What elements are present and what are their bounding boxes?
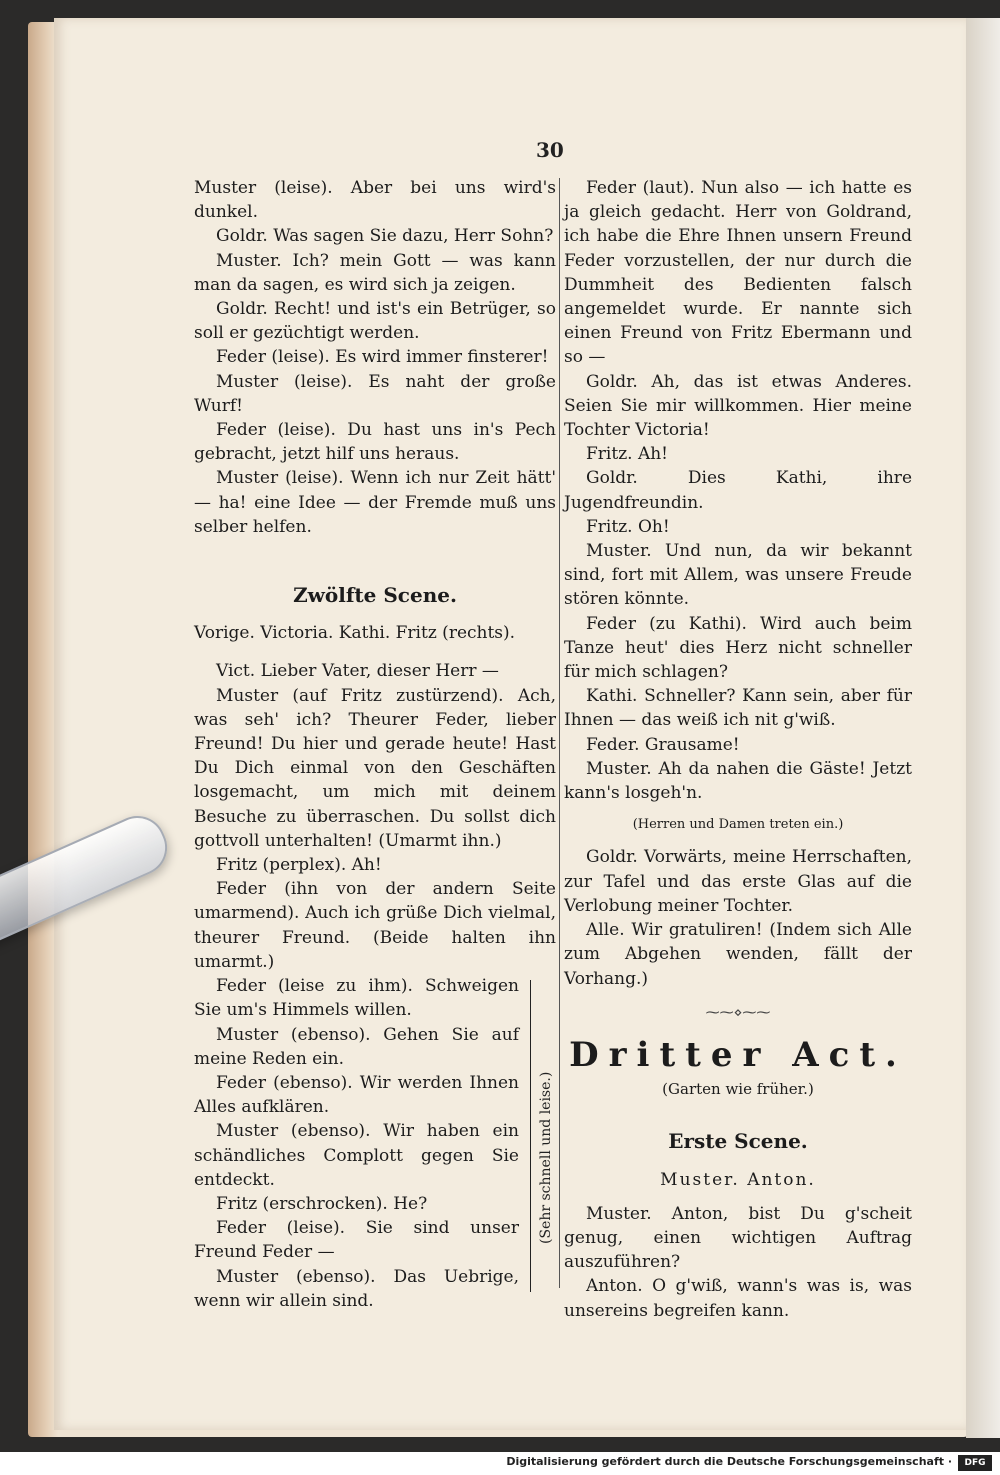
dialogue-line: Muster (leise). Aber bei uns wird's dunkel. <box>194 178 556 223</box>
dialogue-line: Feder (leise zu ihm). Schweigen Sie um's Himmels willen. <box>194 976 519 1021</box>
stage-direction: (Herren und Damen treten ein.) <box>632 817 844 833</box>
ornament-divider: ⁓⁓⋄⁓⁓ <box>705 1004 771 1021</box>
dialogue-line: Goldr. Dies Kathi, ihre Jugendfreundin. <box>564 468 912 513</box>
dialogue-line: Feder (leise). Du hast uns in's Pech gebracht, jetzt hilf uns heraus. <box>194 420 556 465</box>
bracket-group <box>194 974 556 1313</box>
dialogue-line: Muster. Anton, bist Du g'scheit genug, einen wichtigen Auftrag auszuführen? <box>564 1203 912 1273</box>
scene-heading: Zwölfte Scene. <box>293 583 457 608</box>
dialogue-line: Fritz (perplex). Ah! <box>216 855 382 876</box>
digitization-credit: Digitalisierung gefördert durch die Deutsche Forschungsgemeinschaft · <box>506 1455 952 1468</box>
dialogue-line: Muster. Ah da nahen die Gäste! Jetzt kann's losgeh'n. <box>564 758 912 804</box>
dialogue-line: Fritz. Ah! <box>586 444 669 465</box>
dialogue-line: Feder (zu Kathi). Wird auch beim Tanze heut' dies Herz nicht schneller für mich schlagen? <box>564 613 912 683</box>
curly-bracket <box>524 980 531 1292</box>
dfg-logo: DFG <box>958 1455 992 1471</box>
cast-line: Muster. Anton. <box>660 1169 816 1190</box>
column-divider <box>559 178 560 1288</box>
dialogue-line: Feder. Grausame! <box>586 734 740 755</box>
left-column <box>194 176 556 1313</box>
dialogue-line: Fritz. Oh! <box>586 516 670 537</box>
dialogue-line: Alle. Wir gratuliren! (Indem sich Alle zum Abgehen wenden, fällt der Vorhang.) <box>564 920 912 989</box>
dialogue-line: Kathi. Schneller? Kann sein, aber für Ihnen — das weiß ich nit g'wiß. <box>564 686 912 731</box>
dialogue-line: Goldr. Ah, das ist etwas Anderes. Seien Sie mir willkommen. Hier meine Tochter Victoria! <box>564 371 912 441</box>
cast-line: Vorige. Victoria. Kathi. Fritz (rechts). <box>194 623 516 644</box>
dialogue-line: Goldr. Was sagen Sie dazu, Herr Sohn? <box>216 226 554 247</box>
dialogue-line: Feder (leise). Sie sind unser Freund Feder — <box>194 1218 519 1263</box>
scene-heading: Erste Scene. <box>668 1129 808 1154</box>
dialogue-line: Feder (ihn von der andern Seite umarmend). Auch ich grüße Dich vielmal, theurer Freund. (Beide halten ihn umarmt.) <box>194 879 556 972</box>
dialogue-line: Muster (auf Fritz zustürzend). Ach, was seh' ich? Theurer Feder, lieber Freund! Du hier und gerade heute! Hast Du Dich einmal von den Geschäften losgemacht, um mich mit deinem Besuche zu überraschen. Du sollst dich gottvoll unterhalten! (Umarmt ihn.) <box>194 685 556 851</box>
dialogue-line: Goldr. Vorwärts, meine Herrschaften, zur Tafel und das erste Glas auf die Verlobung meiner Tochter. <box>564 847 912 916</box>
dialogue-line: Fritz (erschrocken). He? <box>216 1193 428 1214</box>
dialogue-line: Muster. Und nun, da wir bekannt sind, fort mit Allem, was unsere Freude stören könnte. <box>564 541 912 610</box>
dialogue-line: Muster (leise). Es naht der große Wurf! <box>194 371 556 416</box>
dialogue-line: Muster (ebenso). Gehen Sie auf meine Reden ein. <box>194 1024 519 1069</box>
dialogue-line: Feder (leise). Es wird immer finsterer! <box>216 347 549 368</box>
bracket-stage-direction: (Sehr schnell und leise.) <box>538 1071 554 1245</box>
act-heading: Dritter Act. <box>569 1034 907 1075</box>
dialogue-line: Anton. O g'wiß, wann's was is, was unsereins begreifen kann. <box>564 1276 912 1321</box>
dialogue-line: Muster (ebenso). Das Uebrige, wenn wir allein sind. <box>194 1266 519 1311</box>
dialogue-line: Feder (laut). Nun also — ich hatte es ja gleich gedacht. Herr von Goldrand, ich habe die Ehre Ihnen unsern Freund Feder vorzustellen, der nur durch die Dummheit des Bedienten falsch angemeldet wurde. Er nannte sich einen Freund von Fritz Ebermann und so — <box>564 178 912 368</box>
right-column <box>564 176 912 1323</box>
dialogue-line: Muster. Ich? mein Gott — was kann man da sagen, es wird sich ja zeigen. <box>194 250 556 295</box>
scan-right-margin <box>966 18 1000 1438</box>
dialogue-line: Muster (leise). Wenn ich nur Zeit hätt' — ha! eine Idee — der Fremde muß uns selber helfen. <box>194 468 556 537</box>
act-setting: (Garten wie früher.) <box>662 1080 814 1099</box>
page-number: 30 <box>536 138 564 162</box>
dialogue-line: Muster (ebenso). Wir haben ein schändliches Complott gegen Sie entdeckt. <box>194 1121 519 1190</box>
dialogue-line: Feder (ebenso). Wir werden Ihnen Alles aufklären. <box>194 1072 519 1118</box>
dialogue-line: Goldr. Recht! und ist's ein Betrüger, so soll er gezüchtigt werden. <box>194 299 556 344</box>
dialogue-line: Vict. Lieber Vater, dieser Herr — <box>216 661 499 682</box>
